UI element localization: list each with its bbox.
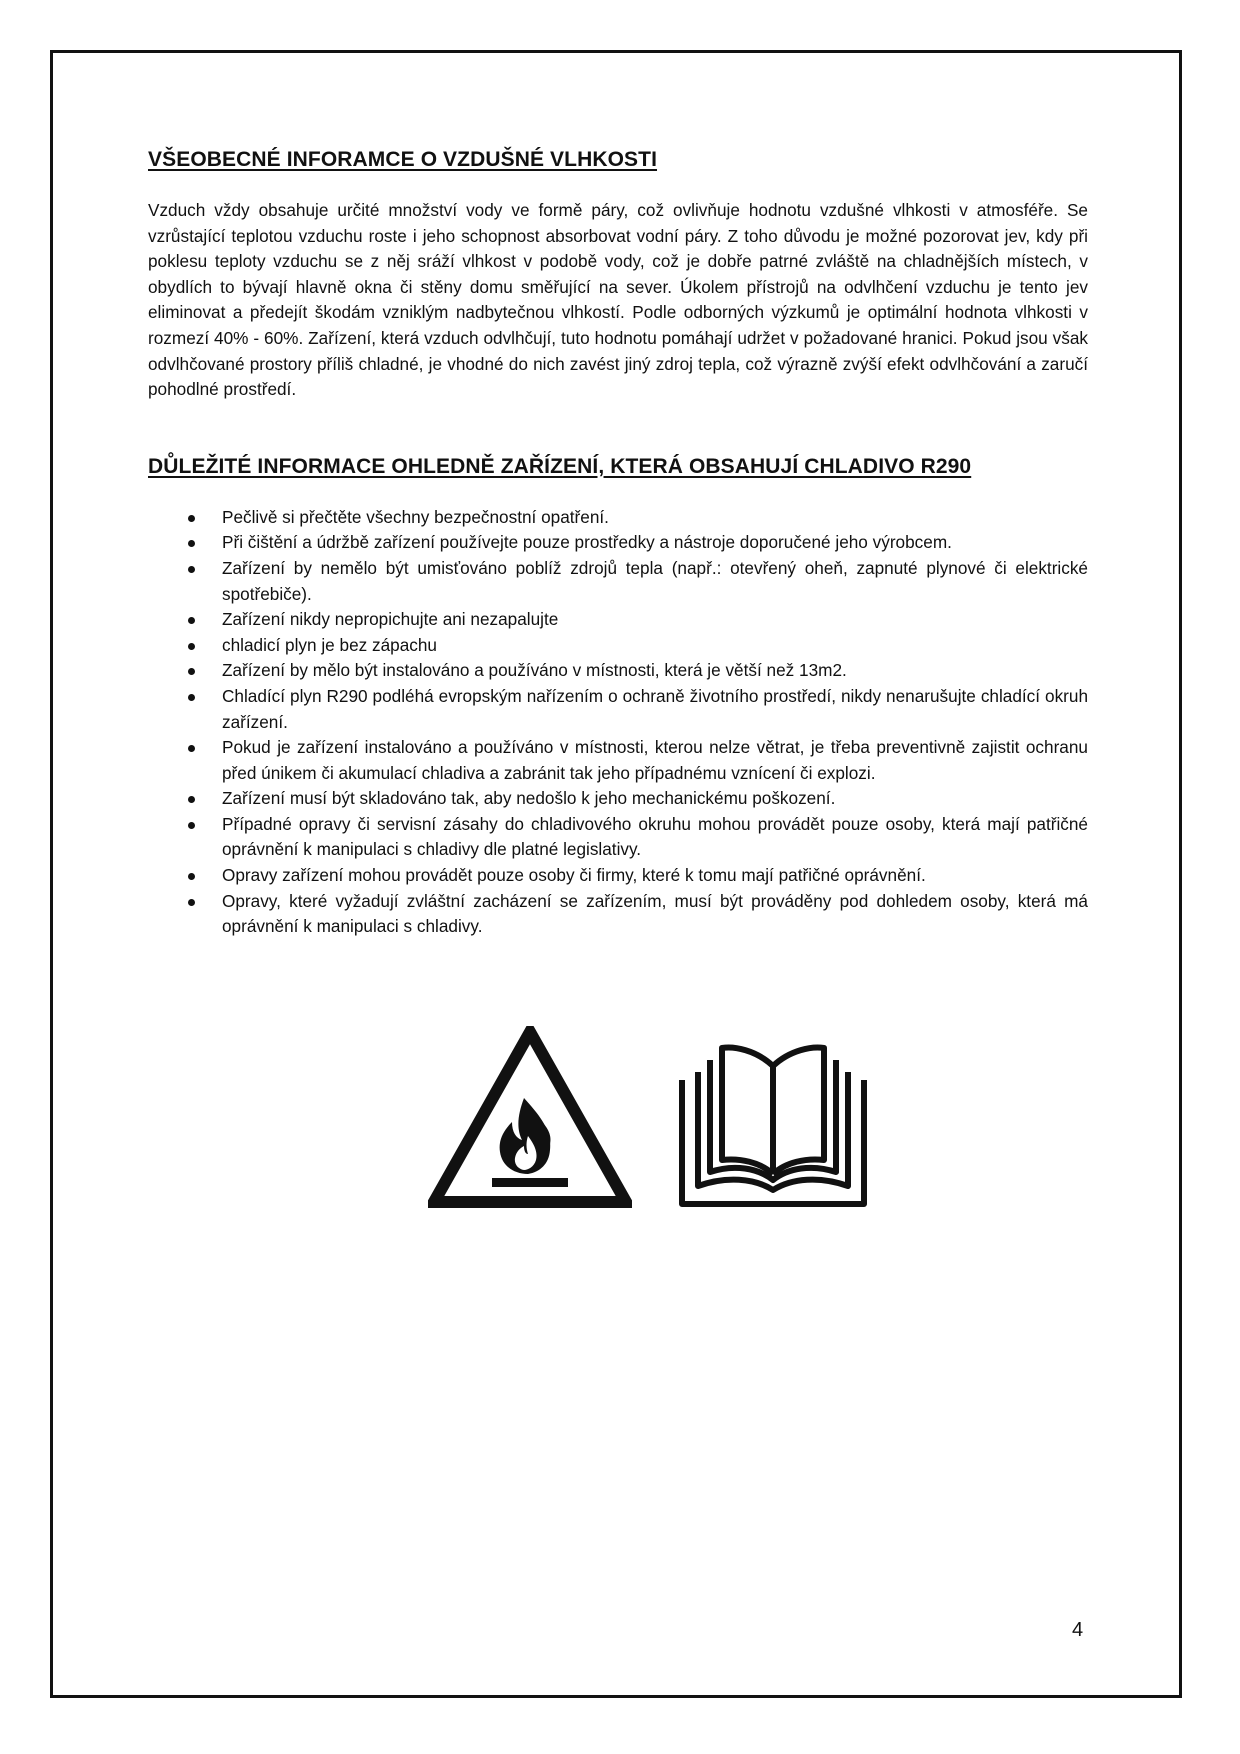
list-item-text: Případné opravy či servisní zásahy do chladivového okruhu mohou provádět pouze osoby, která mají patřičné oprávnění k manipulaci s chladivy dle platné legislativy. [222, 813, 1088, 860]
bullet-icon [188, 822, 195, 829]
bullet-icon [188, 899, 195, 906]
list-item [148, 505, 1088, 531]
safety-icons [428, 1026, 868, 1210]
list-item-text: Zařízení by mělo být instalováno a používáno v místnosti, která je větší než 13m2. [222, 660, 847, 681]
list-item-text: Zařízení musí být skladováno tak, aby nedošlo k jeho mechanickému poškození. [222, 788, 836, 809]
bullet-icon [188, 515, 195, 522]
list-item-text: Při čištění a údržbě zařízení používejte pouze prostředky a nástroje doporučené jeho výrobcem. [222, 532, 952, 553]
section-title-humidity: VŠEOBECNÉ INFORAMCE O VZDUŠNÉ VLHKOSTI [148, 148, 658, 171]
bullet-icon [188, 745, 195, 752]
list-item-text: chladicí plyn je bez zápachu [222, 634, 437, 655]
section-title-r290: DŮLEŽITÉ INFORMACE OHLEDNĚ ZAŘÍZENÍ, KTERÁ OBSAHUJÍ CHLADIVO R290 [148, 454, 972, 478]
list-item [148, 889, 1088, 940]
page-number: 4 [1072, 1619, 1084, 1641]
list-item [148, 530, 1088, 556]
list-item-text: Zařízení by nemělo být umisťováno poblíž zdrojů tepla (např.: otevřený oheň, zapnuté plynové či elektrické spotřebiče). [222, 557, 1088, 604]
list-item-text: Zařízení nikdy nepropichujte ani nezapalujte [222, 609, 559, 630]
list-item-text: Pečlivě si přečtěte všechny bezpečnostní opatření. [222, 506, 609, 527]
bullet-icon [188, 694, 195, 701]
bullet-icon [188, 617, 195, 624]
bullet-icon [188, 540, 195, 547]
humidity-paragraph: Vzduch vždy obsahuje určité množství vody ve formě páry, což ovlivňuje hodnotu vzdušné vlhkosti v atmosféře. Se vzrůstající teplotou vzduchu roste i jeho schopnost absorbovat vodní páry. Z toho důvodu je možné pozorovat jev, kdy při poklesu teploty vzduchu se z něj sráží vlhkost v podobě vody, což je dobře patrné zvláště na chladnějších místech, v obydlích to bývají hlavně okna či stěny domu směřující na sever. Úkolem přístrojů na odvlhčení vzduchu je tento jev eliminovat a předejít škodám vzniklým nadbytečnou vlhkostí. Podle odborných výzkumů je optimální hodnota vlhkosti v rozmezí 40% - 60%. Zařízení, která vzduch odvlhčují, tuto hodnotu pomáhají udržet v požadované hranici. Pokud jsou však odvlhčované prostory příliš chladné, je vhodné do nich zavést jiný zdroj tepla, což výrazně zvýší efekt odvlhčování a zaručí pohodlné prostředí. [148, 200, 1088, 400]
page-content [148, 146, 1088, 940]
list-item [148, 658, 1088, 684]
list-item [148, 607, 1088, 633]
list-item [148, 735, 1088, 786]
safety-bullet-list [148, 505, 1088, 940]
list-item [148, 812, 1088, 863]
bullet-icon [188, 873, 195, 880]
bullet-icon [188, 643, 195, 650]
bullet-icon [188, 796, 195, 803]
list-item-text: Opravy, které vyžadují zvláštní zacházení se zařízením, musí být prováděny pod dohledem osoby, která má oprávnění k manipulaci s chladivy. [222, 890, 1088, 937]
read-manual-icon [678, 1040, 868, 1208]
bullet-icon [188, 668, 195, 675]
flammable-warning-icon [428, 1026, 632, 1208]
list-item [148, 786, 1088, 812]
list-item-text: Pokud je zařízení instalováno a používáno v místnosti, kterou nelze větrat, je třeba preventivně zajistit ochranu před únikem či akumulací chladiva a zabránit tak jeho případnému vznícení či explozi. [222, 737, 1088, 783]
list-item-text: Chladící plyn R290 podléhá evropským nařízením o ochraně životního prostředí, nikdy nenarušujte chladící okruh zařízení. [222, 685, 1088, 732]
list-item [148, 684, 1088, 735]
section-r290 [148, 453, 1088, 940]
list-item-text: Opravy zařízení mohou provádět pouze osoby či firmy, které k tomu mají patřičné oprávnění. [222, 865, 926, 886]
list-item [148, 633, 1088, 659]
list-item [148, 863, 1088, 889]
list-item [148, 556, 1088, 607]
bullet-icon [188, 566, 195, 573]
